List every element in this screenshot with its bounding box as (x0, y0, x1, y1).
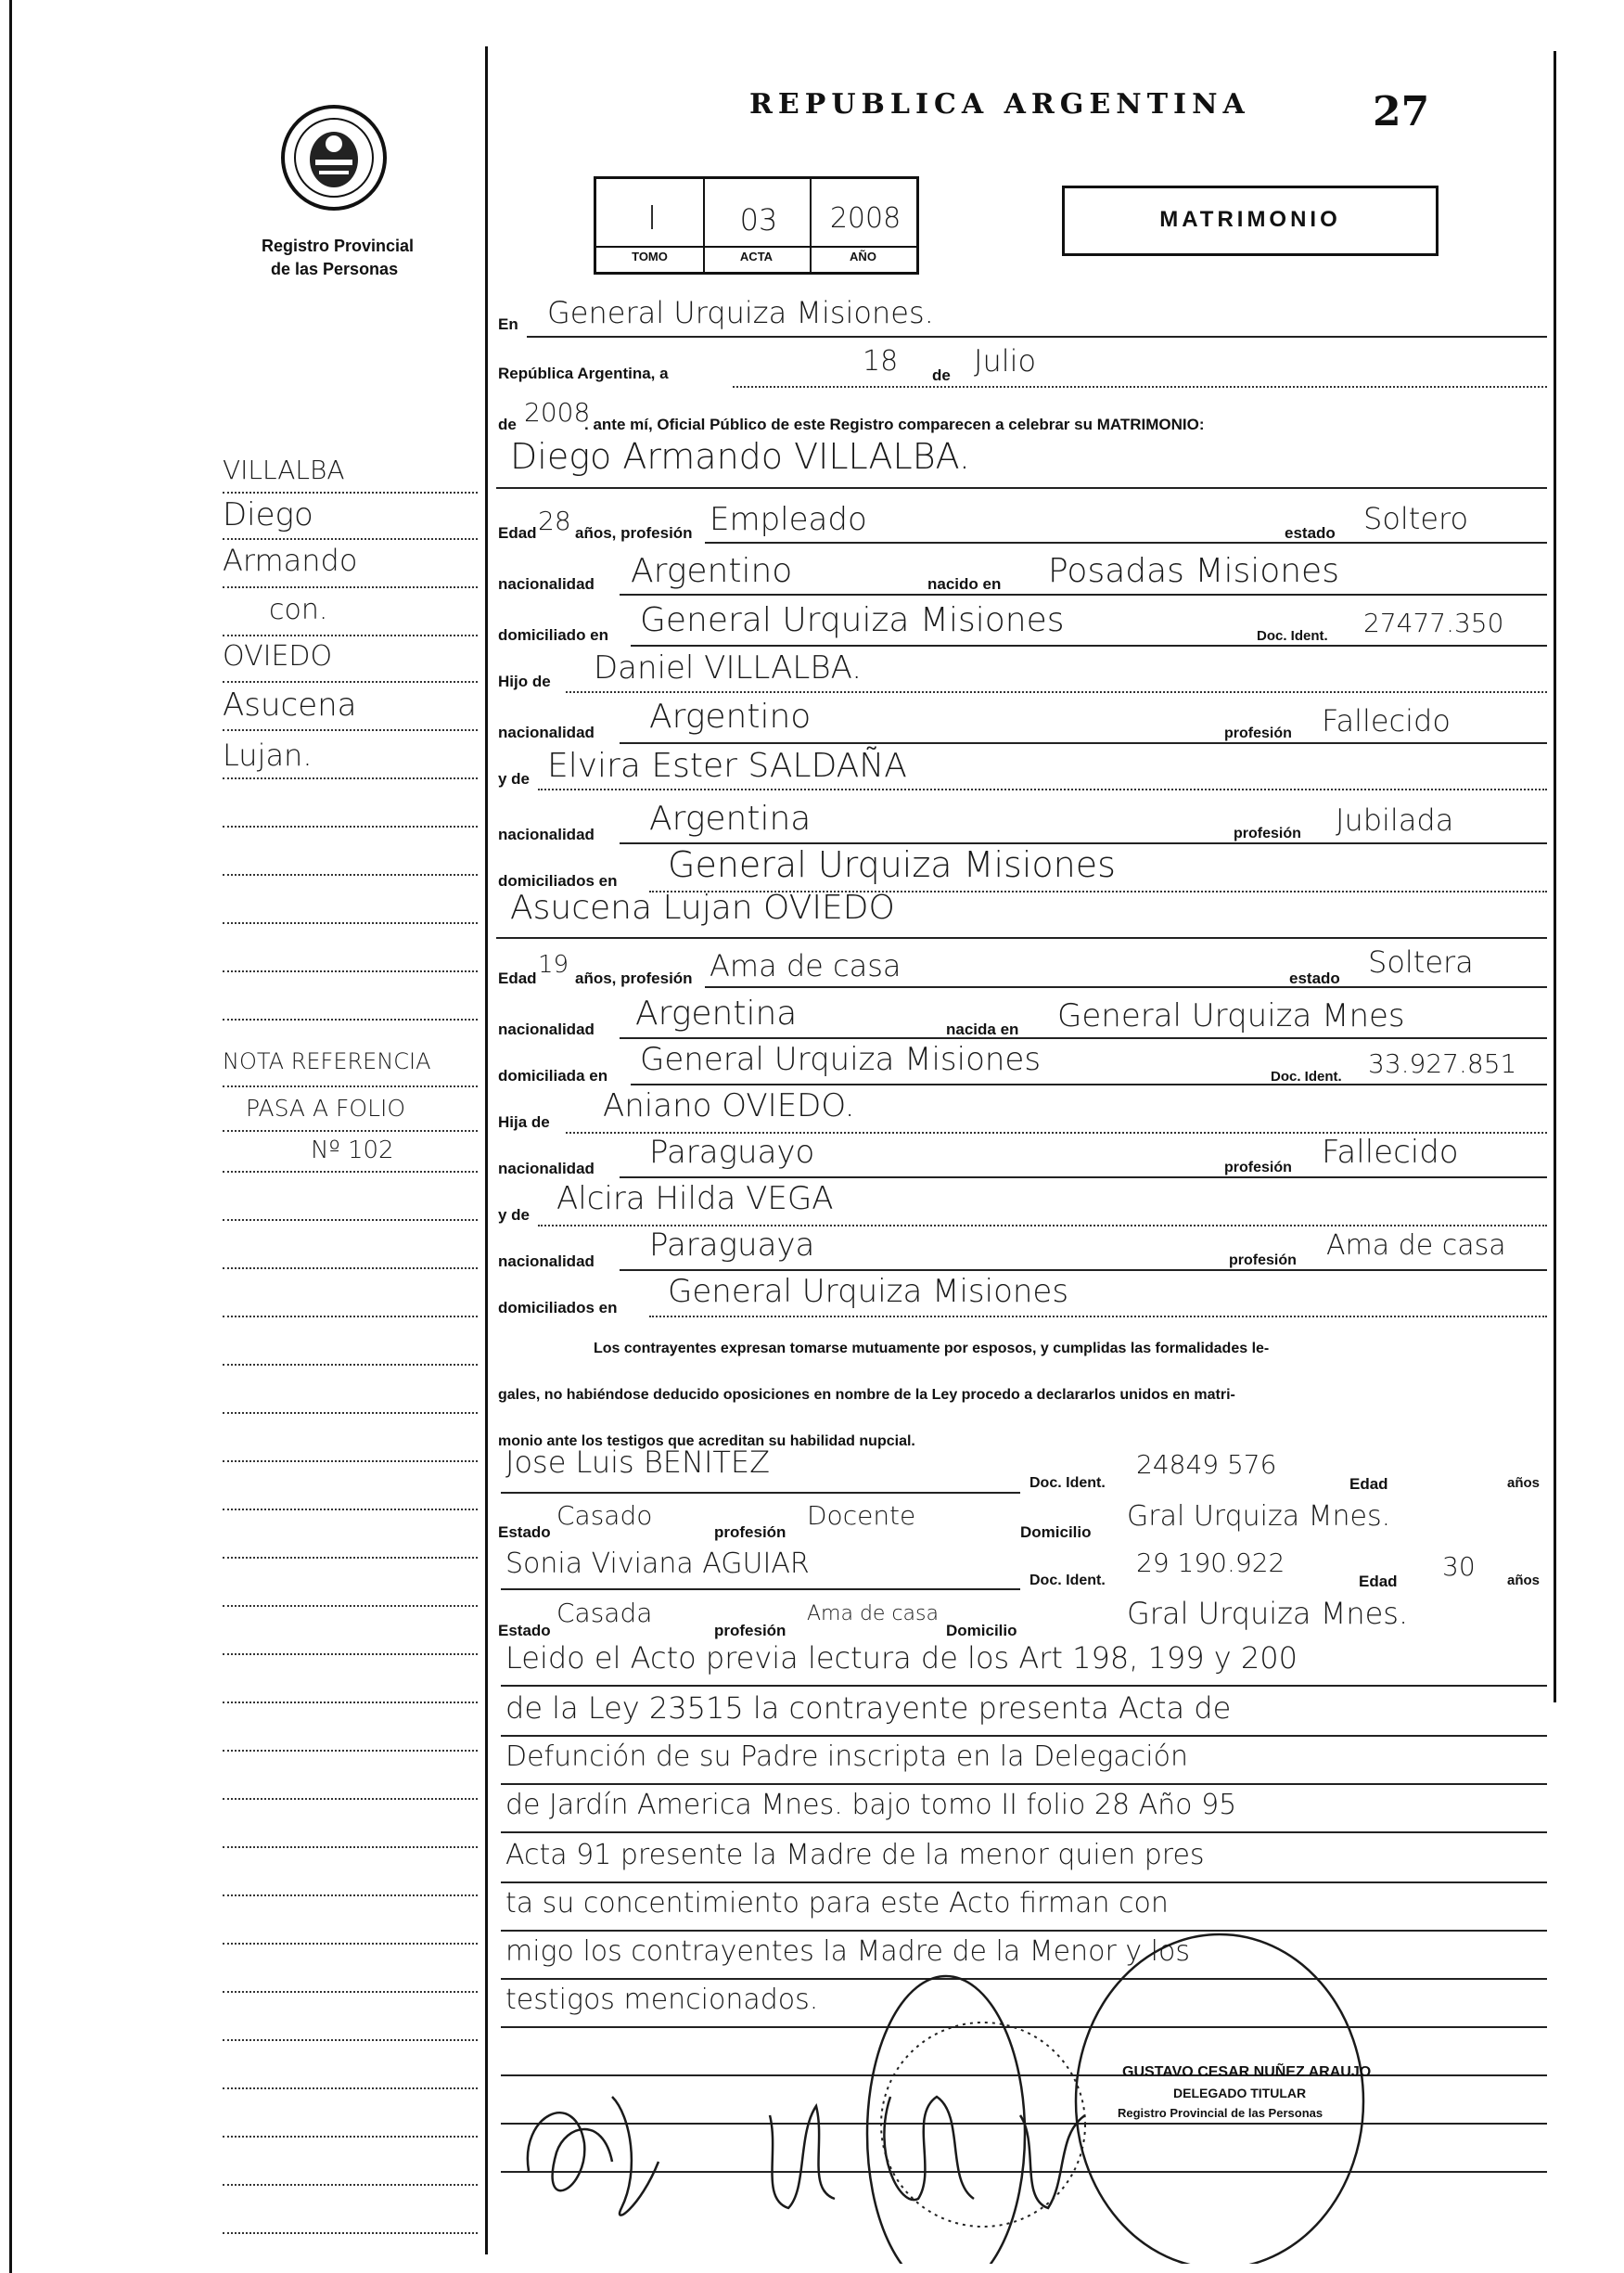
bride-nac-label: nacionalidad (498, 1021, 595, 1038)
year-value: 2008 (524, 397, 591, 428)
groom-parents-dom-label: domiciliados en (498, 872, 618, 890)
groom-birthplace: Posadas Misiones (1048, 552, 1339, 590)
formal-line2: gales, no habiéndose deducido oposiciones en nombre de la Ley procedo a declararlos unidos en matri- (498, 1387, 1235, 1403)
bride-mother-prof-label: profesión (1229, 1252, 1297, 1268)
groom-mother-profession: Jubilada (1336, 803, 1454, 838)
witness1-estado: Casado (556, 1500, 653, 1531)
tomo-label: TOMO (632, 250, 668, 263)
margin-rule (223, 538, 478, 540)
groom-father-prof-label: profesión (1224, 726, 1292, 741)
groom-parents-address: General Urquiza Misiones (668, 844, 1116, 885)
note-line1: Leido el Acto previa lectura de los Art 198, 199 y 200 (505, 1640, 1298, 1676)
bride-mother-nac-label: nacionalidad (498, 1252, 595, 1270)
groom-mother: Elvira Ester SALDAÑA (547, 747, 907, 785)
bride-estado: Soltera (1368, 944, 1474, 980)
margin-rule (223, 1171, 478, 1173)
margin-rule (223, 1991, 478, 1993)
witness1-prof-label: profesión (714, 1523, 786, 1541)
witness2-prof-label: profesión (714, 1622, 786, 1639)
country-title: REPUBLICA ARGENTINA (749, 88, 1250, 121)
margin-rule (223, 1943, 478, 1945)
margin-rule (223, 1557, 478, 1559)
bride-father-prof-label: profesión (1224, 1160, 1292, 1175)
rule (631, 645, 1547, 647)
margin-divider-line (485, 46, 488, 2254)
hija-label: Hija de (498, 1113, 550, 1131)
margin-name1: Diego (223, 496, 313, 533)
groom-edad-label: Edad (498, 524, 537, 542)
margin-rule (223, 1219, 478, 1221)
rule (620, 742, 1547, 744)
rule (501, 1831, 1547, 1833)
groom-father: Daniel VILLALBA. (594, 649, 863, 687)
formal-line3: monio ante los testigos que acreditan su habilidad nupcial. (498, 1433, 915, 1449)
witness2-name: Sonia Viviana AGUIAR (505, 1547, 810, 1580)
left-edge-line (9, 0, 12, 2273)
rule (496, 937, 1547, 939)
witness1-anos-label: años (1507, 1475, 1541, 1491)
margin-rule (223, 970, 478, 972)
bride-father-nac-label: nacionalidad (498, 1160, 595, 1177)
note-line3: Defunción de su Padre inscripta en la Delegación (505, 1740, 1188, 1773)
witness1-estado-label: Estado (498, 1523, 551, 1541)
margin-rule (223, 1085, 478, 1087)
groom-mother-nac-label: nacionalidad (498, 826, 595, 843)
note-line2: de la Ley 23515 la contrayente presenta Acta de (505, 1690, 1232, 1726)
margin-rule (223, 681, 478, 683)
margin-rule (223, 874, 478, 876)
margin-surname: VILLALBA (223, 455, 345, 485)
day-value: 18 (863, 345, 899, 378)
groom-estado-label: estado (1285, 524, 1336, 542)
witness2-doc: 29 190.922 (1136, 1547, 1285, 1578)
groom-doc-label: Doc. Ident. (1257, 628, 1328, 644)
witness2-doc-label: Doc. Ident. (1029, 1573, 1106, 1588)
groom-profession: Empleado (710, 501, 867, 538)
place-value: General Urquiza Misiones. (547, 295, 934, 330)
month-value: Julio (974, 343, 1037, 379)
intro-text: . ante mí, Oficial Público de este Registro comparecen a celebrar su MATRIMONIO: (584, 416, 1205, 433)
record-type-label: MATRIMONIO (1159, 207, 1341, 232)
bride-address: General Urquiza Misiones (640, 1041, 1042, 1078)
rule (649, 1316, 1547, 1317)
bride-mother: Alcira Hilda VEGA (556, 1180, 834, 1217)
margin-name4: Lujan. (223, 738, 313, 773)
margin-rule (223, 777, 478, 779)
groom-estado: Soltero (1363, 501, 1469, 536)
rule (705, 542, 1547, 544)
coat-of-arms-seal (278, 102, 390, 213)
witness2-domicilio-label: Domicilio (946, 1622, 1017, 1639)
rule (527, 336, 1547, 338)
groom-domic-label: domiciliado en (498, 626, 609, 644)
margin-rule (223, 586, 478, 588)
bride-estado-label: estado (1289, 970, 1340, 987)
margin-rule (223, 2184, 478, 2186)
acta-value: 03 (739, 202, 778, 238)
de-label: de (932, 366, 951, 384)
republica-label: República Argentina, a (498, 365, 669, 382)
witness1-doc: 24849 576 (1136, 1449, 1277, 1480)
margin-rule (223, 1509, 478, 1510)
bride-anos-label: años, profesión (575, 970, 693, 987)
margin-name2: Armando (223, 543, 358, 578)
year-prefix-label: de (498, 416, 517, 433)
margin-rule (223, 1130, 478, 1132)
margin-rule (223, 1798, 478, 1800)
yde-label: y de (498, 770, 531, 788)
margin-rule (223, 2136, 478, 2138)
margin-note-line2: PASA A FOLIO (246, 1095, 406, 1122)
groom-father-nac-label: nacionalidad (498, 724, 595, 741)
groom-name: Diego Armando VILLALBA. (510, 436, 970, 477)
groom-father-nationality: Argentino (649, 698, 812, 736)
ano-value: 2008 (829, 202, 902, 235)
en-label: En (498, 315, 518, 333)
margin-rule (223, 1019, 478, 1021)
margin-rule (223, 1364, 478, 1366)
acta-label: ACTA (739, 250, 774, 263)
note-line4: de Jardín America Mnes. bajo tomo II folio 28 Año 95 (505, 1789, 1237, 1821)
note-line6: ta su concentimiento para este Acto firman con (505, 1887, 1169, 1920)
groom-nationality: Argentino (631, 552, 793, 590)
witness1-profession: Docente (807, 1500, 916, 1531)
tomo-value: I (646, 199, 658, 238)
bride-nationality: Argentina (635, 995, 798, 1033)
margin-surname2: OVIEDO (223, 640, 333, 673)
bride-mother-nationality: Paraguaya (649, 1226, 815, 1264)
rule (566, 691, 1547, 693)
margin-rule (223, 1605, 478, 1607)
bride-doc-label: Doc. Ident. (1271, 1069, 1342, 1085)
witness1-name: Jose Luis BENITEZ (505, 1445, 771, 1480)
bride-edad-label: Edad (498, 970, 537, 987)
witness1-doc-label: Doc. Ident. (1029, 1475, 1106, 1491)
margin-name3: Asucena (223, 687, 357, 724)
margin-rule (223, 1267, 478, 1269)
margin-rule (223, 635, 478, 636)
bride-age: 19 (538, 951, 569, 979)
margin-rule (223, 1316, 478, 1317)
margin-rule (223, 492, 478, 494)
note-line5: Acta 91 presente la Madre de la menor quien pres (505, 1839, 1205, 1871)
rule (501, 1685, 1547, 1687)
formal-line1: Los contrayentes expresan tomarse mutuamente por esposos, y cumplidas las formalidades le- (594, 1341, 1270, 1356)
registry-name-line1: Registro Provincial (262, 237, 415, 255)
margin-note-line1: NOTA REFERENCIA (223, 1048, 431, 1074)
note-line8: testigos mencionados. (505, 1984, 819, 2016)
groom-anos-label: años, profesión (575, 524, 693, 542)
margin-note-line3: Nº 102 (311, 1136, 394, 1164)
registry-name-line2: de las Personas (271, 260, 399, 278)
bride-mother-profession: Ama de casa (1326, 1229, 1506, 1262)
bride-father-nationality: Paraguayo (649, 1134, 815, 1171)
witness2-edad-label: Edad (1359, 1573, 1398, 1590)
bride-nacida-label: nacida en (946, 1021, 1019, 1038)
signatures (501, 1930, 1558, 2264)
groom-doc: 27477.350 (1363, 608, 1504, 638)
witness2-profession: Ama de casa (807, 1602, 939, 1625)
margin-rule (223, 2232, 478, 2234)
ano-label: AÑO (850, 250, 876, 263)
note-line7: migo los contrayentes la Madre de la Menor y los (505, 1935, 1190, 1968)
bride-father: Aniano OVIEDO. (603, 1087, 855, 1124)
witness1-address: Gral Urquiza Mnes. (1127, 1500, 1391, 1533)
rule (620, 1176, 1547, 1178)
record-reference-box (594, 176, 919, 275)
groom-father-profession: Fallecido (1322, 703, 1451, 738)
margin-rule (223, 1894, 478, 1896)
groom-nacido-label: nacido en (927, 575, 1002, 593)
record-type-box (1062, 186, 1439, 256)
bride-domic-label: domiciliada en (498, 1067, 608, 1085)
witness2-address: Gral Urquiza Mnes. (1127, 1596, 1409, 1631)
rule (631, 1084, 1547, 1085)
witness2-estado: Casada (556, 1598, 653, 1628)
witness2-anos-label: años (1507, 1573, 1541, 1588)
rule (538, 789, 1547, 790)
margin-con: con. (269, 594, 328, 626)
margin-rule (223, 1653, 478, 1655)
witness1-domicilio-label: Domicilio (1020, 1523, 1092, 1541)
witness2-age: 30 (1442, 1551, 1476, 1582)
rule (501, 1783, 1547, 1785)
hijo-label: Hijo de (498, 673, 551, 690)
groom-nac-label: nacionalidad (498, 575, 595, 593)
stamp-name: GUSTAVO CESAR NUÑEZ ARAUJO (1122, 2064, 1372, 2080)
stamp-title: DELEGADO TITULAR (1173, 2086, 1307, 2100)
rule (620, 1037, 1547, 1039)
bride-name: Asucena Lujan OVIEDO (510, 889, 895, 927)
groom-address: General Urquiza Misiones (640, 601, 1065, 639)
margin-rule (223, 1702, 478, 1703)
bride-yde-label: y de (498, 1206, 531, 1224)
rule (501, 1881, 1547, 1883)
margin-rule (223, 2039, 478, 2041)
bride-profession: Ama de casa (710, 948, 902, 983)
margin-rule (223, 2087, 478, 2089)
margin-rule (223, 1412, 478, 1414)
witness1-edad-label: Edad (1349, 1475, 1388, 1493)
groom-mother-prof-label: profesión (1234, 826, 1301, 841)
rule (496, 487, 1547, 489)
witness2-estado-label: Estado (498, 1622, 551, 1639)
rule (620, 1269, 1547, 1271)
margin-rule (223, 1750, 478, 1752)
bride-parents-dom-label: domiciliados en (498, 1299, 618, 1316)
groom-age: 28 (538, 506, 571, 536)
margin-rule (223, 1460, 478, 1462)
margin-rule (223, 826, 478, 828)
bride-parents-address: General Urquiza Misiones (668, 1273, 1069, 1310)
margin-rule (223, 922, 478, 924)
bride-birthplace: General Urquiza Mnes (1057, 997, 1405, 1034)
margin-rule (223, 1846, 478, 1848)
page-number: 27 (1373, 88, 1430, 135)
rule (501, 1735, 1547, 1737)
rule (733, 386, 1547, 388)
rule (501, 1492, 1020, 1494)
rule (620, 594, 1547, 596)
groom-mother-nationality: Argentina (649, 800, 812, 838)
rule (705, 986, 1547, 988)
rule (501, 1588, 1020, 1590)
bride-doc: 33.927.851 (1368, 1048, 1517, 1079)
stamp-organization: Registro Provincial de las Personas (1118, 2106, 1323, 2120)
margin-rule (223, 729, 478, 731)
bride-father-profession: Fallecido (1322, 1134, 1459, 1171)
right-border-line (1554, 51, 1556, 1702)
